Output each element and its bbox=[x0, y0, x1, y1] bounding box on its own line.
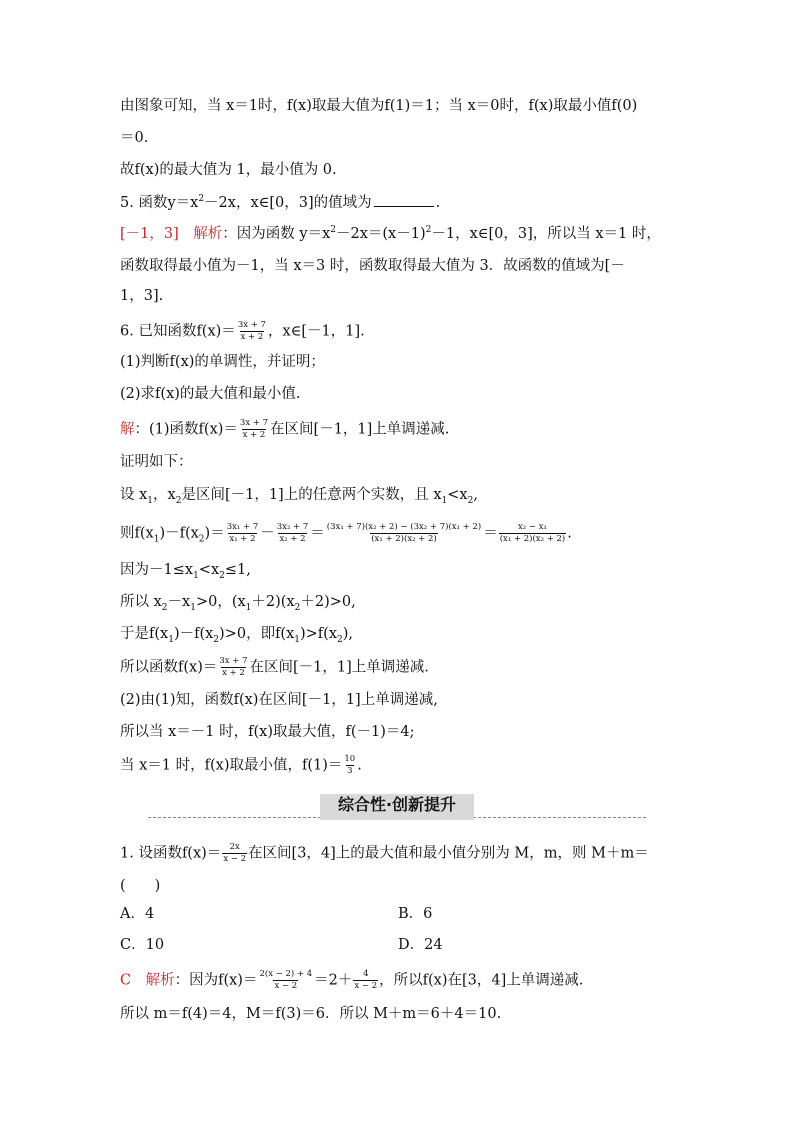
denominator: x − 2 bbox=[223, 854, 247, 864]
text: ＋2)>0, bbox=[300, 594, 356, 610]
answer-value: C bbox=[120, 972, 132, 989]
fraction bbox=[218, 656, 248, 679]
text: ，x bbox=[153, 487, 176, 503]
fraction bbox=[237, 320, 267, 343]
option-b: B．6 bbox=[398, 906, 433, 922]
text: 于是f(x bbox=[120, 626, 169, 642]
text: 是区间[－1，1]上的任意两个实数，且 x bbox=[181, 487, 442, 503]
denominator: x₁ + 2 bbox=[229, 534, 256, 544]
answer-blank bbox=[374, 192, 434, 207]
text: )＝ bbox=[204, 525, 225, 542]
subscript: 2 bbox=[294, 602, 301, 613]
fraction bbox=[326, 522, 482, 545]
numerator: x₂ − x₁ bbox=[518, 522, 547, 532]
text: 则f(x bbox=[120, 525, 154, 542]
denominator: x + 2 bbox=[240, 332, 264, 342]
subscript: 2 bbox=[161, 602, 168, 613]
answer-value: [－1，3] bbox=[120, 226, 179, 242]
text: 在区间[－1，1]上单调递减. bbox=[270, 421, 450, 438]
text: >0，(x bbox=[195, 594, 246, 610]
subscript: 2 bbox=[213, 634, 220, 645]
denominator: x − 2 bbox=[354, 981, 378, 991]
question-1 bbox=[120, 842, 649, 865]
subscript: 2 bbox=[337, 634, 343, 645]
proof-positive bbox=[120, 592, 356, 612]
subscript: 2 bbox=[198, 534, 205, 545]
analysis-label: 解析 bbox=[193, 226, 223, 242]
text: <x bbox=[198, 562, 220, 578]
text: 因为－1≤x bbox=[120, 562, 194, 578]
superscript: 2 bbox=[425, 225, 432, 236]
text-line: 故f(x)的最大值为 1，最小值为 0. bbox=[120, 162, 337, 178]
proof-difference: 则$f(x_1)-f(x_2)=$ $\frac{\text{3x₁ + 7}}{\text{x₁ + 2}}$ － $\frac{\text{3x₂ + 7}}{\text{x₂ + 2}}$ ＝ $\frac{\text{(3x₁ + 7)(x₂ + 2) − (3x₂ + 7)(x₁ + 2)}}{\text{(x₁ + 2)(x₂ + 2)}}$ ＝ $\frac{\text{x₂ − x₁}}{\text{(x₁ + 2)(x₂ + 2)}}$ . bbox=[120, 522, 572, 545]
text: , bbox=[473, 487, 478, 503]
answer-6-part1 bbox=[120, 418, 449, 441]
subscript: 1 bbox=[190, 602, 196, 613]
section-header bbox=[148, 790, 646, 830]
text-line: 由图象可知，当 x＝1时，f(x)取最大值为f(1)＝1；当 x＝0时，f(x)取最小值f(0) bbox=[120, 98, 638, 114]
text-line: (1)判断f(x)的单调性，并证明； bbox=[120, 354, 325, 370]
subscript: 2 bbox=[175, 495, 182, 506]
text: <x bbox=[447, 487, 468, 503]
denominator: 3 bbox=[347, 766, 353, 776]
text-line: (2)求f(x)的最大值和最小值. bbox=[120, 386, 301, 402]
option-d: D．24 bbox=[398, 937, 443, 953]
fraction bbox=[353, 969, 378, 992]
option-c: C．10 bbox=[120, 937, 165, 953]
text-line: 函数取得最小值为－1，当 x＝3 时，函数取得最大值为 3．故函数的值域为[－ bbox=[120, 258, 625, 274]
numerator: 2x bbox=[229, 842, 240, 852]
answer-1 bbox=[120, 969, 583, 992]
question-6 bbox=[120, 320, 365, 343]
fraction bbox=[343, 754, 356, 777]
denominator: x + 2 bbox=[222, 668, 245, 678]
numerator: 3x₂ + 7 bbox=[276, 522, 309, 532]
analysis-label: 解析 bbox=[145, 972, 175, 989]
question-5 bbox=[120, 192, 440, 213]
proof-setup bbox=[120, 485, 478, 505]
solution-label: 解 bbox=[120, 421, 135, 438]
superscript: 2 bbox=[198, 194, 205, 205]
text: ：因为f(x)＝ bbox=[174, 972, 258, 989]
text: 在区间[3，4]上的最大值和最小值分别为 M，m，则 M＋m＝ bbox=[248, 845, 649, 862]
subscript: 1 bbox=[245, 602, 252, 613]
text: . bbox=[357, 757, 362, 774]
min-line bbox=[120, 754, 362, 777]
text: 当 x＝1 时，f(x)取最小值，f(1)＝ bbox=[120, 757, 343, 774]
text: ＝2＋ bbox=[314, 972, 353, 989]
proof-inequality bbox=[120, 560, 251, 580]
denominator: x + 2 bbox=[242, 430, 266, 440]
numerator: 4 bbox=[363, 969, 369, 979]
fraction bbox=[499, 522, 567, 545]
fraction bbox=[226, 522, 260, 545]
text-line: 所以当 x＝－1 时，f(x)取最大值，f(－1)＝4; bbox=[120, 724, 415, 740]
subscript: 1 bbox=[294, 634, 300, 645]
text: 所以函数f(x)＝ bbox=[120, 659, 218, 676]
text: )－f(x bbox=[173, 626, 214, 642]
subscript: 1 bbox=[168, 634, 174, 645]
text: ＋2)(x bbox=[251, 594, 295, 610]
text: )－f(x bbox=[159, 525, 199, 542]
text: 1. 设函数f(x)＝ bbox=[120, 845, 222, 862]
numerator: 3x + 7 bbox=[219, 656, 248, 666]
denominator: (x₁ + 2)(x₂ + 2) bbox=[499, 534, 566, 544]
text: －2x，x∈[0，3]的值域为 bbox=[204, 195, 372, 211]
subscript: 1 bbox=[441, 495, 448, 506]
text: 5. 函数y＝x bbox=[120, 195, 199, 211]
subscript: 1 bbox=[193, 570, 199, 581]
text: )>0，即f(x bbox=[219, 626, 295, 642]
text: －2x＝(x－1) bbox=[335, 226, 426, 242]
proof-then bbox=[120, 624, 353, 644]
numerator: (3x₁ + 7)(x₂ + 2) − (3x₂ + 7)(x₁ + 2) bbox=[326, 522, 482, 532]
text-line: 1，3]. bbox=[120, 288, 164, 304]
answer-5 bbox=[120, 224, 661, 244]
denominator: x₂ + 2 bbox=[279, 534, 306, 544]
numerator: 3x + 7 bbox=[237, 320, 266, 330]
text: ，x∈[－1，1]. bbox=[267, 323, 365, 340]
text: ), bbox=[342, 626, 354, 642]
fraction bbox=[222, 842, 247, 865]
answer-paren: ( ) bbox=[120, 878, 161, 894]
text: 6. 已知函数f(x)＝ bbox=[120, 323, 236, 340]
superscript: 2 bbox=[330, 225, 336, 236]
text-line: (2)由(1)知，函数f(x)在区间[－1，1]上单调递减, bbox=[120, 692, 438, 708]
text-line: ＝0. bbox=[120, 130, 149, 146]
numerator: 3x₁ + 7 bbox=[226, 522, 259, 532]
subscript: 1 bbox=[147, 495, 154, 506]
text: ：因为函数 y＝x bbox=[222, 226, 331, 242]
fraction bbox=[276, 522, 310, 545]
text: . bbox=[435, 195, 441, 211]
text: 在区间[－1，1]上单调递减. bbox=[249, 659, 429, 676]
denominator: x − 2 bbox=[274, 981, 298, 991]
text: ≤1, bbox=[224, 562, 251, 578]
text: －x bbox=[167, 594, 191, 610]
text: 设 x bbox=[120, 487, 148, 503]
text: －1，x∈[0，3]，所以当 x＝1 时， bbox=[431, 226, 661, 242]
proof-conclusion bbox=[120, 656, 429, 679]
denominator: (x₁ + 2)(x₂ + 2) bbox=[371, 534, 437, 544]
text: )>f(x bbox=[300, 626, 338, 642]
subscript: 2 bbox=[219, 570, 225, 581]
numerator: 3x + 7 bbox=[239, 418, 269, 428]
option-a: A．4 bbox=[120, 906, 155, 922]
numerator: 10 bbox=[344, 754, 356, 764]
text-line: 证明如下： bbox=[120, 454, 193, 470]
numerator: 2(x − 2) + 4 bbox=[259, 969, 313, 979]
subscript: 2 bbox=[467, 495, 474, 506]
fraction bbox=[239, 418, 269, 441]
subscript: 1 bbox=[153, 534, 160, 545]
text: ，所以f(x)在[3，4]上单调递减. bbox=[379, 972, 584, 989]
text-line: 所以 m＝f(4)＝4，M＝f(3)＝6．所以 M＋m＝6＋4＝10. bbox=[120, 1006, 502, 1022]
text: 所以 x bbox=[120, 594, 162, 610]
fraction bbox=[258, 969, 313, 992]
section-title: 综合性·创新提升 bbox=[337, 795, 457, 814]
text: ：(1)函数f(x)＝ bbox=[134, 421, 238, 438]
